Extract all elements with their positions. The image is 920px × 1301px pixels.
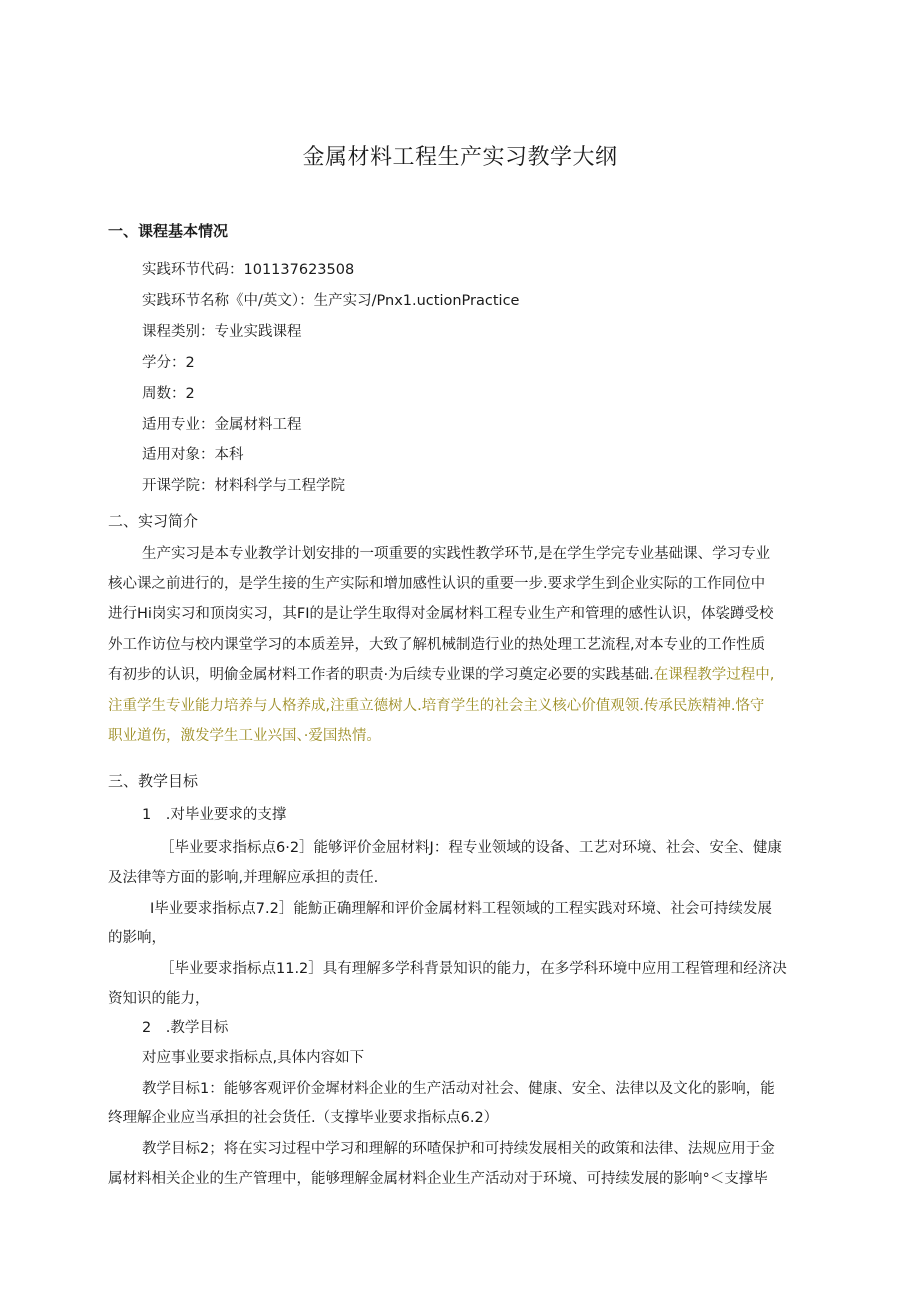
info-item-credits: 学分：2 bbox=[142, 355, 195, 371]
requirement-11-2: ［毕业要求指标点11.2］具有理解多学科背景知识的能力，在多学科环境中应用工程管理和经济决 bbox=[160, 961, 787, 977]
info-item-category: 课程类别：专业实践课程 bbox=[142, 324, 302, 340]
info-item-weeks: 周数：2 bbox=[142, 386, 195, 402]
document-title: 金属材料工程生产实习教学大纲 bbox=[302, 145, 618, 170]
info-item-major: 适用专业：金属材料工程 bbox=[142, 417, 302, 433]
goal-2-cont: 属材料相关企业的生产管理中，能够理解金属材料企业生产活动对于环境、可持续发展的影响°＜支撑毕 bbox=[108, 1171, 768, 1187]
goals-intro: 对应事业要求指标点,具体内容如下 bbox=[142, 1050, 365, 1066]
goal-1-cont: 终理解企业应当承担的社会货任.（支撑毕业要求指标点6.2） bbox=[108, 1110, 499, 1126]
intro-line-text: 有初步的认识，明偷金属材料工作者的职责·为后续专业课的学习奠定必要的实践基础. bbox=[108, 667, 654, 683]
requirement-7-2: I毕业要求指标点7.2］能魴正确理解和评价金属材料工程领域的工程实践对环境、社会可持续发展 bbox=[150, 901, 772, 917]
goal-1: 教学目标1：能够客观评价金墀材料企业的生产活动对社会、健康、安全、法律以及文化的影响，能 bbox=[142, 1081, 775, 1097]
intro-accent-line: 注重学生专业能力培养与人格养成,注重立德树人.培育学生的社会主义核心价值观领.传承民族精神.恪守 bbox=[108, 698, 765, 714]
info-item-code: 实践环节代码：101137623508 bbox=[142, 262, 355, 278]
requirement-6-2: ［毕业要求指标点6·2］能够评价金屈材料J：程专业领域的设备、工艺对环境、社会、安全、健康 bbox=[160, 840, 782, 856]
intro-line: 核心课之前进行的，是学生接的生产实际和增加感性认识的重要一步.要求学生到企业实际的工作同位中 bbox=[108, 576, 766, 592]
section-heading-intro: 二、实习简介 bbox=[108, 512, 199, 530]
requirement-6-2-cont: 及法律等方面的影响,并理解应承担的责任. bbox=[108, 870, 379, 886]
subheading-support: 1 .对毕业要求的支撑 bbox=[142, 807, 287, 823]
requirement-11-2-cont: 资知识的能力， bbox=[108, 991, 210, 1007]
intro-accent-line: 职业道伤，激发学生工业兴国、·爱国热情。 bbox=[108, 728, 381, 744]
intro-line-with-accent bbox=[108, 663, 774, 684]
intro-line: 外工作访位与校内课堂学习的本质差异，大致了解机械制造行业的热处理工艺流程,对本专业的工作性质 bbox=[108, 637, 766, 653]
requirement-7-2-cont: 的影响， bbox=[108, 930, 166, 946]
info-item-name: 实践环节名称《中/英文）：生产实习/Pnx1.uctionPractice bbox=[142, 293, 520, 309]
intro-line: 进行Hi岗实习和顶岗实习，其FI的是让学生取得对金属材料工程专业生产和管理的感性认识，体裟蹲受校 bbox=[108, 606, 774, 622]
intro-accent-inline: 在课程教学过程中, bbox=[653, 667, 775, 683]
section-heading-basic-info: 一、课程基本情况 bbox=[108, 222, 229, 240]
goal-2: 教学目标2；将在实习过程中学习和理解的环喳保护和可持续发展相关的政策和法律、法规应用于金 bbox=[142, 1141, 775, 1157]
intro-line: 生产实习是本专业教学计划安排的一项重要的实践性教学环节,是在学生学完专业基础课、学习专业 bbox=[142, 546, 771, 562]
section-heading-objectives: 三、教学目标 bbox=[108, 772, 199, 790]
info-item-college: 开课学院：材料科学与工程学院 bbox=[142, 478, 345, 494]
subheading-goals: 2 .教学目标 bbox=[142, 1020, 229, 1036]
info-item-audience: 适用对象：本科 bbox=[142, 447, 244, 463]
